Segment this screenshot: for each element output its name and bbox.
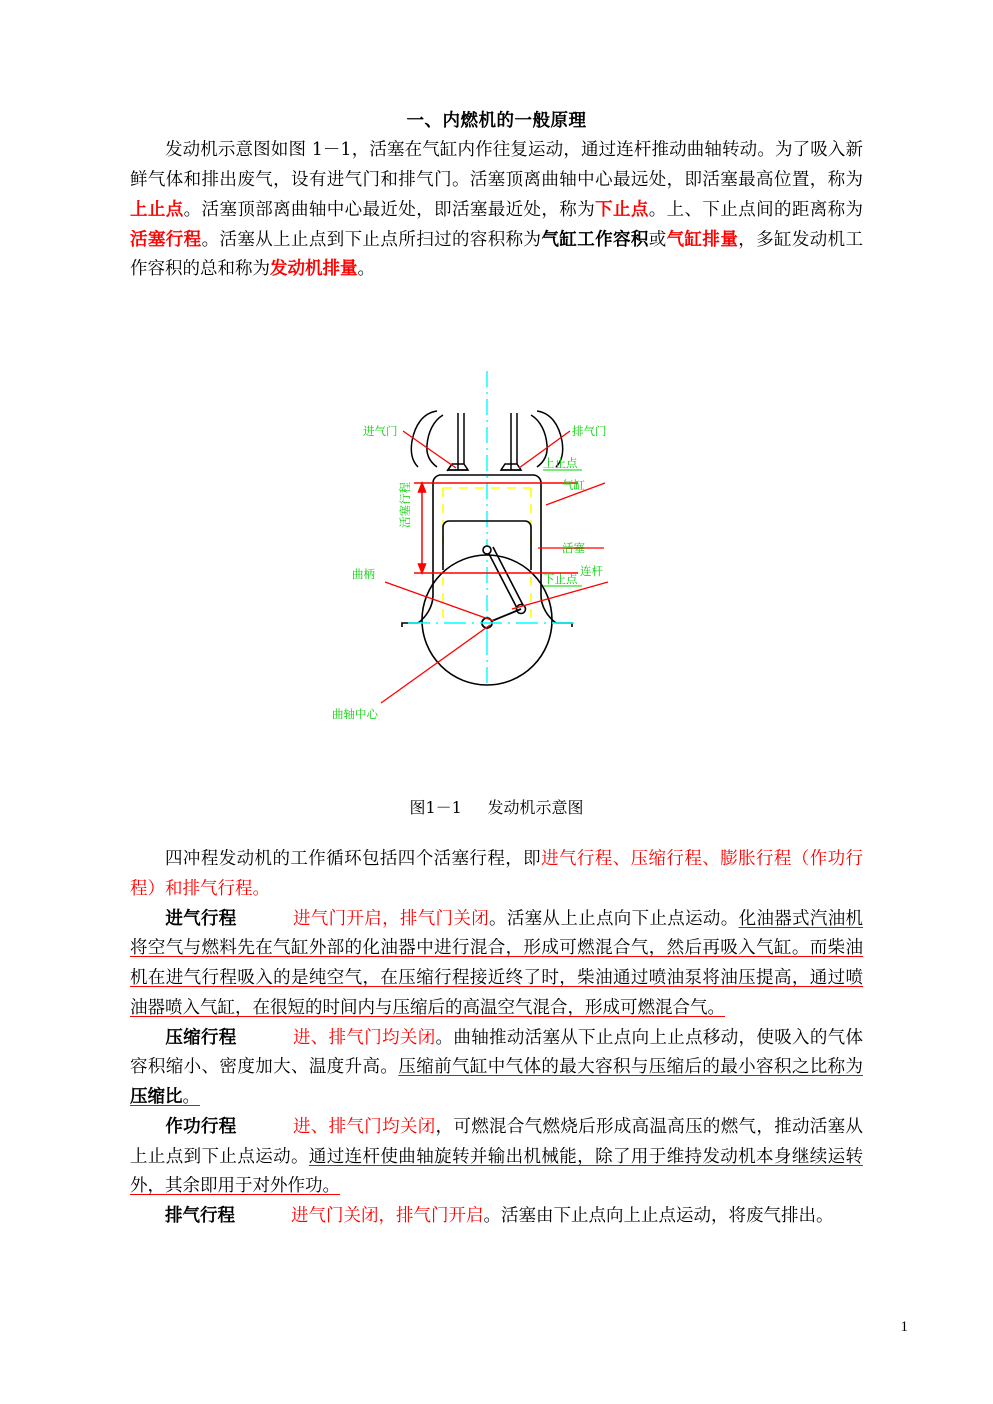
keyword-cylinder-working-volume: 气缸工作容积	[541, 229, 649, 250]
label-intake-valve: 进气门	[363, 424, 398, 438]
intro-paragraph	[130, 136, 863, 285]
stroke-name-compression: 压缩行程	[165, 1027, 237, 1048]
stroke-compression-paragraph	[130, 1024, 863, 1113]
stroke-name-exhaust: 排气行程	[165, 1206, 235, 1226]
keyword-piston-stroke: 活塞行程	[130, 229, 202, 250]
intro-text-3: 。上、下止点间的距离称为	[648, 199, 864, 220]
leader-crankshaft-center	[381, 625, 490, 703]
stroke-valves-power: 进、排气门均关闭	[292, 1116, 436, 1137]
intro-text-1: 发动机示意图如图 1－1，活塞在气缸内作往复运动，通过连杆推动曲轴转动。为了吸入新鲜气体和排出废气，设有进气门和排气门。活塞顶离曲轴中心最远处，即活塞最高位置，称为	[130, 140, 863, 190]
figure-caption-label: 图1－1	[409, 798, 462, 817]
label-crank: 曲柄	[352, 567, 375, 581]
stroke-body-intake: 。活塞从上止点向下止点运动。	[489, 908, 739, 929]
stroke-exhaust-paragraph	[130, 1202, 863, 1232]
page-number: 1	[900, 1319, 908, 1335]
figure-caption-text: 发动机示意图	[487, 798, 584, 817]
cycle-lead-text: 四冲程发动机的工作循环包括四个活塞行程，即	[165, 849, 542, 869]
reference-lines	[414, 483, 578, 573]
figure-caption	[0, 795, 993, 818]
intro-text-4: 。活塞从上止点到下止点所扫过的容积称为	[201, 229, 542, 250]
stroke-intake-paragraph	[130, 905, 863, 1024]
leader-crank	[385, 582, 494, 621]
label-piston-stroke: 活塞行程	[398, 482, 412, 528]
intro-text-6: ，多缸发动机工作容积的总和称为	[130, 229, 864, 280]
stroke-name-power: 作功行程	[165, 1116, 237, 1137]
cycle-section	[130, 845, 863, 1232]
cycle-stroke-names: 进气行程、压缩行程、膨胀行程（作功行程）和排气行程。	[130, 849, 864, 899]
stroke-valves-intake: 进气门开启，排气门关闭	[292, 908, 490, 929]
keyword-engine-displacement: 发动机排量	[270, 259, 358, 280]
label-connecting-rod: 连杆	[580, 564, 603, 578]
intro-text-2: 。活塞顶部离曲轴中心最近处，即活塞最近处，称为	[183, 199, 596, 220]
piston-pin	[483, 546, 491, 554]
stroke-tail-compression: 。	[182, 1087, 200, 1107]
engine-schematic-figure	[0, 355, 993, 775]
stroke-body-compression: 。曲轴推动活塞从下止点向上止点移动，使吸入的气体容积缩小、密度加大、温度升高。	[130, 1027, 864, 1078]
label-cylinder: 气缸	[562, 478, 585, 492]
stroke-valves-exhaust: 进气门关闭，排气门开启	[291, 1206, 484, 1226]
label-bottom-dead-center: 下止点	[543, 572, 578, 586]
label-exhaust-valve: 排气门	[572, 424, 607, 438]
stroke-underlined-compression: 压缩前气缸中气体的最大容积与压缩后的最小容积之比称为	[398, 1057, 863, 1078]
label-crankshaft-center: 曲轴中心	[332, 707, 378, 721]
stroke-underlined-intake: 化油器式汽油机将空气与燃料先在气缸外部的化油器中进行混合，形成可燃混合气，然后再吸入气缸。而柴油机在进气行程吸入的是纯空气，在压缩行程接近终了时，柴油通过喷油泵将油压提高，通过喷油器喷入气缸，在很短的时间内与压缩后的高温空气混合，形成可燃混合气。	[130, 908, 864, 1018]
engine-diagram-svg	[0, 355, 993, 775]
label-piston: 活塞	[562, 541, 585, 555]
keyword-compression-ratio: 压缩比	[130, 1087, 183, 1107]
label-top-dead-center: 上止点	[543, 456, 578, 470]
intro-section	[130, 108, 863, 285]
stroke-power-paragraph	[130, 1113, 863, 1202]
keyword-bottom-dead-center: 下止点	[595, 199, 649, 220]
connecting-rod	[487, 547, 524, 610]
keyword-top-dead-center: 上止点	[130, 199, 184, 220]
cycle-intro-paragraph	[130, 845, 863, 905]
stroke-body-exhaust: 。活塞由下止点向上止点运动，将废气排出。	[483, 1206, 834, 1226]
stroke-name-intake: 进气行程	[165, 908, 237, 929]
intro-text-5: 或	[648, 229, 667, 250]
keyword-cylinder-displacement: 气缸排量	[666, 229, 739, 250]
page-title: 一、内燃机的一般原理	[406, 111, 587, 131]
stroke-valves-compression: 进、排气门均关闭	[292, 1027, 436, 1048]
stroke-body-power: ，可燃混合气燃烧后形成高温高压的燃气，推动活塞从上止点到下止点运动。	[130, 1116, 864, 1167]
stroke-underlined-power: 通过连杆使曲轴旋转并输出机械能，除了用于维持发动机本身继续运转外，其余即用于对外作功。	[130, 1146, 863, 1197]
intro-text-7: 。	[357, 259, 375, 280]
